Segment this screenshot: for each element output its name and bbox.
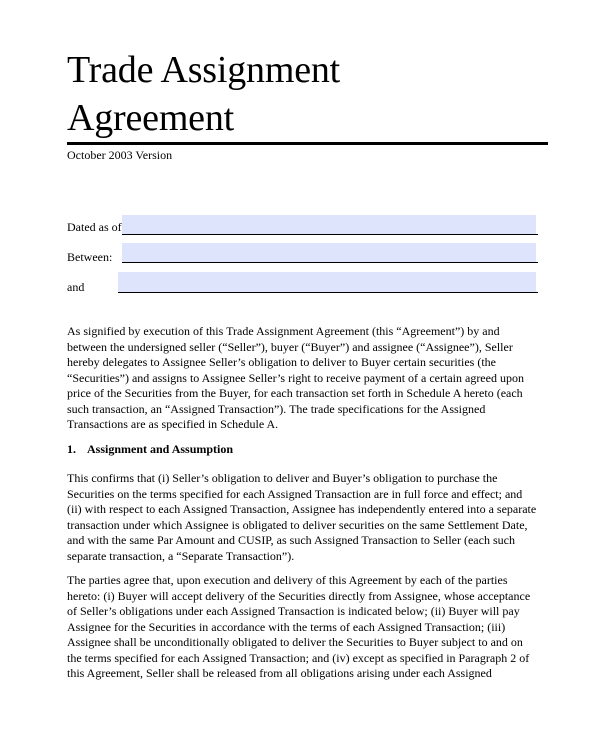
between-field[interactable] <box>122 243 536 263</box>
title-rule <box>67 142 548 145</box>
between-label: Between: <box>67 250 113 264</box>
title-line-2: Agreement <box>67 97 235 139</box>
paragraph-line: Assignee shall be unconditionally obligated to deliver the Securities to Buyer subject to and on <box>67 635 523 649</box>
section-heading <box>67 442 233 457</box>
paragraph-line: Securities on the terms specified for each Assigned Transaction are in full force and effect; and <box>67 486 523 501</box>
paragraph-line: and with the same Par Amount and CUSIP, as such Assigned Transaction to Seller (each such <box>67 533 515 547</box>
dated-field[interactable] <box>122 215 536 235</box>
version-label: October 2003 Version <box>67 148 173 162</box>
intro-line: price of the Securities from the Buyer, for each transaction set forth in Schedule A hereto (each <box>67 386 523 400</box>
paragraph-line: This confirms that (i) Seller’s obligation to deliver and Buyer’s obligation to purchase the <box>67 471 498 485</box>
intro-paragraph <box>67 324 557 433</box>
between-underline <box>122 262 538 263</box>
section-title: Assignment and Assumption <box>87 442 234 456</box>
intro-line: “Securities”) and assigns to Assignee Seller’s right to receive payment of a certain agreed upon <box>67 370 524 385</box>
section-number: 1. <box>67 442 76 456</box>
paragraph-line: transaction under which Assignee is obligated to deliver securities on the same Settlement Date, <box>67 517 528 532</box>
section-paragraph-1 <box>67 471 557 564</box>
paragraph-line: separate transaction, a “Separate Transaction”). <box>67 548 295 563</box>
intro-line: between the undersigned seller (“Seller”), buyer (“Buyer”) and assignee (“Assignee”), Seller <box>67 339 513 354</box>
intro-line: hereby delegates to Assignee Seller’s obligation to deliver to Buyer certain securities (the <box>67 355 496 369</box>
section-paragraph-2 <box>67 573 557 682</box>
title-line-1: Trade Assignment <box>67 49 341 91</box>
intro-line: such transaction, an “Assigned Transaction”). The trade specifications for the Assigned <box>67 401 486 416</box>
intro-line: As signified by execution of this Trade Assignment Agreement (this “Agreement”) by and <box>67 324 500 338</box>
paragraph-line: the terms specified for each Assigned Transaction; and (iv) except as specified in Paragraph 2 of <box>67 650 530 665</box>
and-label: and <box>67 280 85 294</box>
dated-label: Dated as of <box>67 220 122 234</box>
and-underline <box>118 292 538 293</box>
paragraph-line: (ii) with respect to each Assigned Transaction, Assignee has independently entered into a separate <box>67 502 537 516</box>
paragraph-line: The parties agree that, upon execution and delivery of this Agreement by each of the parties <box>67 573 508 587</box>
dated-underline <box>122 234 538 235</box>
paragraph-line: hereto: (i) Buyer will accept delivery of the Securities directly from Assignee, whose acceptance <box>67 588 531 603</box>
intro-line: Transactions are as specified in Schedule A. <box>67 417 279 431</box>
and-field[interactable] <box>118 272 536 292</box>
paragraph-line: Assignee for the Securities in accordance with the terms of each Assigned Transaction; (iii) <box>67 619 506 634</box>
paragraph-line: of Seller’s obligations under each Assigned Transaction is indicated below; (ii) Buyer will pay <box>67 604 520 618</box>
paragraph-line: this Agreement, Seller shall be released from all obligations arising under each Assigned <box>67 666 492 680</box>
